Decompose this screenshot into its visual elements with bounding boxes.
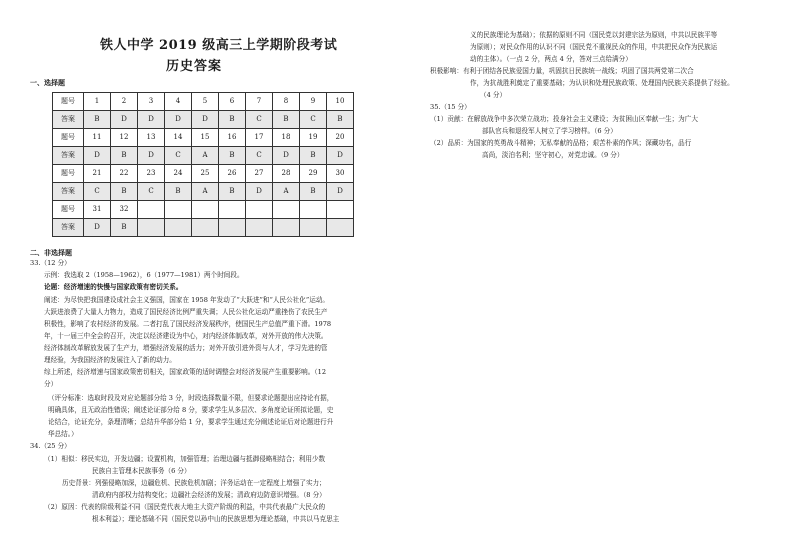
answer-table-row — [53, 129, 354, 147]
q33-line: 经济体制改革解放发展了生产力，增强经济发展的活力；对外开放引进外资与人才，学习先进的管 — [44, 344, 328, 352]
answer-table-cell — [273, 201, 300, 219]
answer-table-cell: B — [219, 111, 246, 129]
answer-table-row-label: 题号 — [53, 93, 84, 111]
q33-line: 年，十一届三中全会的召开，决定以经济建设为中心，对内经济体制改革，对外开放的伟大决策。 — [44, 332, 328, 340]
answer-table-cell — [327, 201, 354, 219]
answer-table-cell: 21 — [84, 165, 111, 183]
q34-line: （1）相似：移民实边，开发边疆；设置机构，加强管理；治理边疆与抵御侵略相结合；利用少数 — [44, 455, 326, 463]
q33-grading: 华总结。） — [48, 430, 78, 438]
section-heading-choice: 一、选择题 — [30, 78, 65, 87]
answer-table-cell: C — [246, 147, 273, 165]
answer-table-cell: 30 — [327, 165, 354, 183]
answer-table-cell: 13 — [138, 129, 165, 147]
answer-table-cell — [246, 201, 273, 219]
answer-table-cell — [138, 219, 165, 237]
answer-table-cell: 22 — [111, 165, 138, 183]
q34-cont-line: 积极影响：有利于团结各民族爱国力量，巩固抗日民族统一战线；巩固了国共两党第二次合 — [430, 67, 694, 75]
answer-table-cell: D — [84, 219, 111, 237]
answer-table-cell: 11 — [84, 129, 111, 147]
answer-table-cell: A — [192, 147, 219, 165]
answer-table-row-label: 题号 — [53, 129, 84, 147]
answer-table-cell: B — [111, 183, 138, 201]
answer-table-cell: D — [246, 183, 273, 201]
q34-cont-line: （4 分） — [480, 91, 507, 99]
answer-table-cell: 8 — [273, 93, 300, 111]
answer-table-row — [53, 93, 354, 111]
answer-table-cell: C — [246, 111, 273, 129]
answer-table-cell — [327, 219, 354, 237]
section-heading-nonchoice: 二、非选择题 — [30, 248, 72, 257]
q34-line: 民族自主管理本民族事务（6 分） — [92, 467, 191, 475]
answer-table-cell: D — [138, 147, 165, 165]
answer-table-cell: 1 — [84, 93, 111, 111]
answer-table-cell — [219, 201, 246, 219]
answer-table-cell: B — [300, 183, 327, 201]
q33-number: 33.（12 分） — [30, 259, 71, 267]
answer-table-cell: 4 — [165, 93, 192, 111]
answer-table-cell: B — [111, 219, 138, 237]
answer-table-cell: 15 — [192, 129, 219, 147]
q33-line: 理经验，为我国经济的发展注入了新的动力。 — [44, 356, 176, 364]
answer-table-cell: 31 — [84, 201, 111, 219]
answer-table-cell: 17 — [246, 129, 273, 147]
answer-table-cell — [300, 201, 327, 219]
page-title: 铁人中学 2019 级高三上学期阶段考试 — [100, 38, 338, 53]
q35-line: 高尚，淡泊名利；坚守初心，对党忠诚。（9 分） — [482, 151, 624, 159]
answer-table-cell: 6 — [219, 93, 246, 111]
answer-table-cell: 32 — [111, 201, 138, 219]
answer-table-cell — [246, 219, 273, 237]
q35-line: （2）品质：为国家的英勇战斗精神；无私奉献的品格；艰苦朴素的作风；深藏功名，品行 — [430, 139, 692, 147]
q35-number: 35.（15 分） — [430, 103, 471, 111]
answer-table-cell: 9 — [300, 93, 327, 111]
answer-table-cell — [192, 201, 219, 219]
answer-table-cell: B — [327, 111, 354, 129]
answer-table-cell: D — [273, 147, 300, 165]
q34-cont-line: 为原则）；对民众作用的认识不同（国民党不重视民众的作用，中共把民众作为民族运 — [470, 43, 718, 51]
q34-line: 清政府内部权力结构变化；边疆社会经济的发展；清政府边防意识增强。（8 分） — [92, 491, 326, 499]
answer-table-row — [53, 147, 354, 165]
answer-table-cell: D — [84, 147, 111, 165]
answer-table-row — [53, 165, 354, 183]
answer-table-cell — [219, 219, 246, 237]
answer-table-cell: C — [300, 111, 327, 129]
answer-table-cell: 28 — [273, 165, 300, 183]
answer-table-row-label: 题号 — [53, 201, 84, 219]
answer-table-cell: D — [165, 111, 192, 129]
answer-table-row — [53, 183, 354, 201]
answer-table-row — [53, 111, 354, 129]
answer-table-cell — [192, 219, 219, 237]
answer-table-cell: D — [192, 111, 219, 129]
answer-table-cell: 10 — [327, 93, 354, 111]
q35-line: 部队官兵和退役军人树立了学习榜样。（6 分） — [482, 127, 617, 135]
answer-table-row-label: 答案 — [53, 111, 84, 129]
answer-table-cell: D — [111, 111, 138, 129]
answer-table-cell: 20 — [327, 129, 354, 147]
answer-table-cell: 12 — [111, 129, 138, 147]
page-subtitle: 历史答案 — [166, 59, 223, 74]
q33-line: 论题：经济增速的快慢与国家政策有密切关系。 — [44, 283, 183, 291]
answer-table — [52, 92, 354, 237]
answer-table-cell: 16 — [219, 129, 246, 147]
answer-table-cell: 23 — [138, 165, 165, 183]
answer-table-cell: D — [138, 111, 165, 129]
answer-table-cell: C — [138, 183, 165, 201]
q33-line: 阐述：为尽快把我国建设成社会主义强国，国家在 1958 年发动了“大跃进”和“人民公社化”运动。 — [44, 296, 330, 304]
answer-table-cell: 25 — [192, 165, 219, 183]
q33-line: 综上所述，经济增速与国家政策密切相关，国家政策的适时调整会对经济发展产生重要影响。（12 — [44, 368, 327, 376]
answer-table-cell: 24 — [165, 165, 192, 183]
answer-table-cell: 27 — [246, 165, 273, 183]
answer-table-cell: D — [327, 183, 354, 201]
q33-grading: （评分标准：选取时段及对应论题部分给 3 分，时段选择数量不限，但要求论题提出应持论有据， — [48, 394, 334, 402]
q34-cont-line: 义的民族理论为基础）；依据的原则不同（国民党以封建宗法为原则，中共以民族平等 — [470, 31, 718, 39]
q34-cont-line: 动的主体）。（一点 2 分，两点 4 分，答对三点给满分） — [470, 55, 632, 63]
answer-table-cell: B — [165, 183, 192, 201]
q33-line: 积极性，影响了农村经济的发展。二者打乱了国民经济发展秩序，使国民生产总值严重下滑。1978 — [44, 320, 332, 328]
answer-table-cell: 5 — [192, 93, 219, 111]
answer-table-cell: 14 — [165, 129, 192, 147]
answer-table-cell — [273, 219, 300, 237]
q33-grading: 明确具体，且无政治性错误；阐述论证部分给 8 分，要求学生从多层次、多角度论证所拟论题，史 — [48, 406, 334, 414]
answer-table-cell: 18 — [273, 129, 300, 147]
answer-table-cell: D — [327, 147, 354, 165]
q34-number: 34.（25 分） — [30, 442, 71, 450]
answer-table-cell: C — [165, 147, 192, 165]
answer-table-cell: A — [273, 183, 300, 201]
q33-line: 示例：我选取 2（1958—1962），6（1977—1981）两个时间段。 — [44, 271, 244, 279]
q35-line: （1）贡献：在解放战争中多次荣立战功；投身社会主义建设；为贫困山区奉献一生；为广大 — [430, 115, 698, 123]
answer-table-cell: 2 — [111, 93, 138, 111]
answer-table-cell — [138, 201, 165, 219]
answer-table-cell: C — [84, 183, 111, 201]
q34-line: 根本利益）；理论基础不同（国民党以孙中山的民族思想为理论基础，中共以马克思主 — [92, 515, 340, 523]
answer-table-cell: 3 — [138, 93, 165, 111]
answer-table-cell: B — [219, 183, 246, 201]
q34-line: （2）原因：代表的阶级利益不同（国民党代表大地主大资产阶级的利益，中共代表最广大民众的 — [44, 503, 326, 511]
answer-table-row-label: 答案 — [53, 147, 84, 165]
answer-table-row — [53, 201, 354, 219]
q34-cont-line: 作，为抗战胜利奠定了重要基础；为认识和处理民族政策、处理国内民族关系提供了经验。 — [470, 79, 734, 87]
answer-table-cell: B — [84, 111, 111, 129]
answer-table-cell: B — [300, 147, 327, 165]
answer-table-cell: B — [111, 147, 138, 165]
answer-table-cell: A — [192, 183, 219, 201]
q33-grading: 论结合，论证充分，条理清晰；总结升华部分给 1 分，要求学生通过充分阐述论证后对论题进行升 — [48, 418, 334, 426]
answer-table-row — [53, 219, 354, 237]
q34-line: 历史背景：列强侵略加深，边疆危机、民族危机加剧；洋务运动在一定程度上增强了实力； — [62, 479, 326, 487]
q33-line: 大跃进浪费了大量人力物力，造成了国民经济比例严重失调；人民公社化运动严重挫伤了农民生产 — [44, 308, 328, 316]
answer-table-row-label: 题号 — [53, 165, 84, 183]
answer-table-cell — [165, 201, 192, 219]
answer-table-row-label: 答案 — [53, 183, 84, 201]
answer-table-cell: 7 — [246, 93, 273, 111]
answer-table-cell: 19 — [300, 129, 327, 147]
answer-table-cell — [300, 219, 327, 237]
answer-table-row-label: 答案 — [53, 219, 84, 237]
answer-table-cell: B — [273, 111, 300, 129]
answer-table-cell: 26 — [219, 165, 246, 183]
q33-line: 分） — [44, 380, 58, 388]
answer-table-cell: B — [219, 147, 246, 165]
answer-table-cell: 29 — [300, 165, 327, 183]
answer-table-cell — [165, 219, 192, 237]
